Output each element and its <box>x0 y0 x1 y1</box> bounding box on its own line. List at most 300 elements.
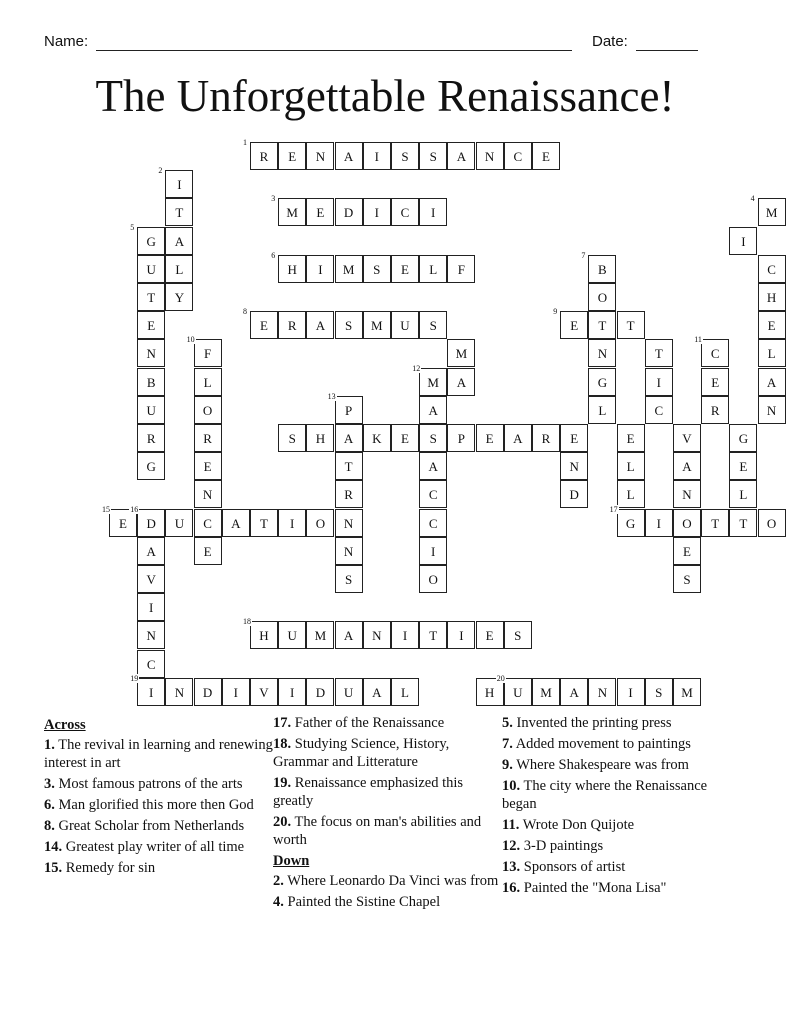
name-label: Name: <box>44 33 89 50</box>
clue-number-label: 2. <box>273 873 284 889</box>
cell-letter: U <box>513 684 523 700</box>
grid-cell[interactable] <box>673 537 701 565</box>
cell-letter: C <box>513 149 523 164</box>
cell-letter: U <box>146 261 156 277</box>
cell-letter: M <box>765 205 778 221</box>
cell-letter: E <box>767 318 776 334</box>
cell-letter: A <box>231 515 241 531</box>
grid-cell[interactable] <box>278 424 306 452</box>
grid-cell[interactable] <box>758 283 786 311</box>
grid-cell[interactable] <box>327 391 363 424</box>
grid-cell[interactable] <box>581 250 616 283</box>
cell-letter: H <box>766 290 777 305</box>
cell-letter: T <box>739 515 748 531</box>
grid-cell[interactable] <box>391 678 419 706</box>
grid-cell[interactable] <box>335 537 363 565</box>
grid-cell[interactable] <box>137 650 165 678</box>
cell-letter: O <box>682 515 692 531</box>
clue-item <box>502 837 732 855</box>
clue-text: Added movement to paintings <box>512 736 691 752</box>
grid-cell[interactable] <box>137 452 165 480</box>
grid-cell[interactable] <box>271 194 306 226</box>
grid-cell[interactable] <box>391 198 419 226</box>
cell-letter: A <box>428 402 438 418</box>
grid-cell[interactable] <box>419 452 447 480</box>
cell-letter: M <box>540 684 552 700</box>
grid-cell[interactable] <box>476 621 504 649</box>
grid-cell[interactable] <box>729 480 757 508</box>
clue-text: Invented the printing press <box>512 715 672 731</box>
cell-letter: E <box>542 149 550 164</box>
grid-cell[interactable] <box>335 678 363 706</box>
grid-cell[interactable] <box>306 621 334 649</box>
grid-cell[interactable] <box>673 565 701 593</box>
grid-cell[interactable] <box>137 565 165 593</box>
grid-cell[interactable] <box>419 311 447 339</box>
grid-cell[interactable] <box>363 142 391 170</box>
clue-number: 17 <box>609 504 618 514</box>
grid-cell[interactable] <box>194 537 222 565</box>
grid-cell[interactable] <box>137 311 165 339</box>
cell-letter: G <box>738 431 749 446</box>
cell-letter: N <box>343 515 354 531</box>
grid-cell[interactable] <box>729 452 757 480</box>
grid-cell[interactable] <box>553 307 588 339</box>
grid-cell[interactable] <box>412 363 447 396</box>
cell-letter: S <box>683 572 691 587</box>
clue-number-label: 19. <box>273 775 292 791</box>
clue-text: Painted the "Mona Lisa" <box>520 880 667 896</box>
grid-cell[interactable] <box>363 678 391 706</box>
clue-number: 6 <box>271 250 276 260</box>
grid-cell[interactable] <box>278 509 306 537</box>
grid-cell[interactable] <box>701 368 729 396</box>
grid-cell[interactable] <box>617 311 645 339</box>
cell-letter: F <box>457 261 465 277</box>
cell-letter: K <box>372 431 382 446</box>
cell-letter: T <box>598 318 607 334</box>
grid-cell[interactable] <box>278 678 306 706</box>
cell-letter: A <box>174 233 185 249</box>
grid-cell[interactable] <box>447 368 475 396</box>
cell-letter: S <box>655 684 663 700</box>
cell-letter: E <box>316 205 325 221</box>
grid-cell[interactable] <box>645 368 673 396</box>
clue-number: 1 <box>243 138 247 147</box>
grid-cell[interactable] <box>137 339 165 367</box>
grid-cell[interactable] <box>504 621 532 649</box>
date-label: Date: <box>592 33 628 50</box>
cell-letter: I <box>628 684 633 700</box>
grid-cell[interactable] <box>758 311 786 339</box>
cell-letter: H <box>259 628 269 644</box>
grid-cell[interactable] <box>243 307 278 339</box>
clue-item <box>502 756 732 774</box>
grid-cell[interactable] <box>419 424 447 452</box>
grid-cell[interactable] <box>447 621 475 649</box>
grid-cell[interactable] <box>194 678 222 706</box>
cell-letter: T <box>147 290 156 305</box>
grid-cell[interactable] <box>447 339 475 367</box>
grid-cell[interactable] <box>335 255 363 283</box>
grid-cell[interactable] <box>243 138 278 170</box>
grid-cell[interactable] <box>137 396 165 424</box>
grid-cell[interactable] <box>701 509 729 537</box>
clue-number: 5 <box>130 222 135 232</box>
cell-letter: O <box>315 515 326 531</box>
cell-letter: E <box>626 431 635 446</box>
cell-letter: H <box>484 684 495 700</box>
cell-letter: R <box>203 431 212 446</box>
cell-letter: I <box>431 543 436 559</box>
clue-number-label: 12. <box>502 838 521 854</box>
grid-cell[interactable] <box>130 222 165 255</box>
cell-letter: E <box>739 459 748 475</box>
grid-cell[interactable] <box>250 678 278 706</box>
grid-cell[interactable] <box>335 509 363 537</box>
grid-cell[interactable] <box>391 311 419 339</box>
grid-cell[interactable] <box>617 678 645 706</box>
grid-cell[interactable] <box>363 424 391 452</box>
cell-letter: M <box>314 628 327 644</box>
clue-item <box>273 872 503 890</box>
clue-text: Great Scholar from Netherlands <box>54 818 245 834</box>
grid-cell[interactable] <box>419 537 447 565</box>
clue-item <box>44 775 274 793</box>
clue-number-label: 3. <box>44 776 55 792</box>
clue-number-label: 20. <box>273 814 292 830</box>
grid-cell[interactable] <box>645 396 673 424</box>
grid-cell[interactable] <box>701 396 729 424</box>
clue-item <box>502 858 732 876</box>
grid-cell[interactable] <box>137 621 165 649</box>
cell-letter: V <box>259 684 269 700</box>
grid-cell[interactable] <box>504 142 532 170</box>
grid-cell[interactable] <box>137 537 165 565</box>
grid-cell[interactable] <box>165 678 193 706</box>
cell-letter: I <box>318 261 323 277</box>
grid-cell[interactable] <box>391 424 419 452</box>
grid-cell[interactable] <box>194 480 222 508</box>
grid-cell[interactable] <box>137 424 165 452</box>
grid-cell[interactable] <box>306 678 334 706</box>
clue-number: 13 <box>327 391 336 401</box>
grid-cell[interactable] <box>130 504 165 537</box>
grid-cell[interactable] <box>335 621 363 649</box>
cell-letter: I <box>459 628 464 644</box>
cell-letter: V <box>146 572 156 587</box>
grid-cell[interactable] <box>617 452 645 480</box>
clue-item <box>273 774 503 810</box>
grid-cell[interactable] <box>391 142 419 170</box>
clue-text: Most famous patrons of the arts <box>54 776 243 792</box>
grid-cell[interactable] <box>306 509 334 537</box>
grid-cell[interactable] <box>194 396 222 424</box>
grid-cell[interactable] <box>419 396 447 424</box>
cell-letter: A <box>513 431 523 446</box>
grid-cell[interactable] <box>729 227 757 255</box>
clue-number-label: 11. <box>502 817 520 833</box>
grid-cell[interactable] <box>306 255 334 283</box>
cell-letter: G <box>625 515 636 531</box>
clue-item <box>502 735 732 753</box>
clue-number: 8 <box>243 307 247 317</box>
clue-item <box>502 777 732 813</box>
grid-cell[interactable] <box>165 198 193 226</box>
grid-cell[interactable] <box>588 311 616 339</box>
grid-cell[interactable] <box>476 424 504 452</box>
grid-cell[interactable] <box>645 509 673 537</box>
clue-text: Father of the Renaissance <box>291 715 445 731</box>
grid-cell[interactable] <box>165 227 193 255</box>
grid-cell[interactable] <box>165 255 193 283</box>
grid-cell[interactable] <box>363 198 391 226</box>
cell-letter: N <box>146 346 156 362</box>
grid-cell[interactable] <box>363 621 391 649</box>
grid-cell[interactable] <box>222 678 250 706</box>
cell-letter: S <box>373 261 381 277</box>
cell-letter: N <box>315 149 326 164</box>
grid-cell[interactable] <box>335 311 363 339</box>
cell-letter: N <box>597 346 608 362</box>
clue-item <box>273 714 503 732</box>
cell-letter: S <box>344 318 353 334</box>
grid-cell[interactable] <box>335 198 363 226</box>
cell-letter: I <box>233 684 238 700</box>
clue-number-label: 8. <box>44 818 55 834</box>
grid-cell[interactable] <box>645 678 673 706</box>
cell-letter: I <box>374 205 379 221</box>
cell-letter: B <box>598 261 607 277</box>
cell-letter: T <box>175 205 184 221</box>
grid-cell[interactable] <box>758 396 786 424</box>
down-heading: Down <box>273 853 310 869</box>
grid-cell[interactable] <box>335 565 363 593</box>
grid-cell[interactable] <box>447 255 475 283</box>
grid-cell[interactable] <box>588 339 616 367</box>
clue-number: 2 <box>158 166 163 176</box>
cell-letter: N <box>372 628 382 644</box>
clues-column-3 <box>502 714 732 900</box>
cell-letter: I <box>656 374 661 390</box>
grid-cell[interactable] <box>137 593 165 621</box>
grid-cell[interactable] <box>560 480 588 508</box>
cell-letter: R <box>541 431 551 446</box>
cell-letter: O <box>202 402 213 418</box>
grid-cell[interactable] <box>194 509 222 537</box>
grid-cell[interactable] <box>335 452 363 480</box>
grid-cell[interactable] <box>306 198 334 226</box>
cell-letter: A <box>315 318 326 334</box>
grid-cell[interactable] <box>335 480 363 508</box>
grid-cell[interactable] <box>758 368 786 396</box>
grid-cell[interactable] <box>419 142 447 170</box>
grid-cell[interactable] <box>560 424 588 452</box>
grid-cell[interactable] <box>588 368 616 396</box>
grid-cell[interactable] <box>306 142 334 170</box>
grid-cell[interactable] <box>758 255 786 283</box>
grid-cell[interactable] <box>137 283 165 311</box>
grid-cell[interactable] <box>278 142 306 170</box>
grid-cell[interactable] <box>278 621 306 649</box>
cell-letter: E <box>260 318 268 334</box>
grid-cell[interactable] <box>758 339 786 367</box>
grid-cell[interactable] <box>419 621 447 649</box>
grid-cell[interactable] <box>532 424 560 452</box>
grid-cell[interactable] <box>673 480 701 508</box>
cell-letter: C <box>710 346 720 362</box>
clue-number-label: 10. <box>502 778 521 794</box>
cell-letter: E <box>147 318 156 334</box>
clue-number-label: 1. <box>44 737 55 753</box>
grid-cell[interactable] <box>750 194 786 226</box>
cell-letter: M <box>342 261 355 277</box>
clue-item <box>273 735 503 771</box>
clue-item <box>44 838 274 856</box>
grid-cell[interactable] <box>673 452 701 480</box>
grid-cell[interactable] <box>165 509 193 537</box>
clue-text: The focus on man's abilities and worth <box>273 814 482 848</box>
clue-number: 3 <box>271 194 276 204</box>
grid-cell[interactable] <box>335 424 363 452</box>
grid-cell[interactable] <box>645 339 673 367</box>
cell-letter: C <box>428 515 438 531</box>
cell-letter: I <box>656 515 661 531</box>
grid-cell[interactable] <box>165 283 193 311</box>
clue-number: 15 <box>102 504 110 514</box>
grid-cell[interactable] <box>137 368 165 396</box>
grid-cell[interactable] <box>673 424 701 452</box>
clue-item <box>44 796 274 814</box>
grid-cell[interactable] <box>504 424 532 452</box>
grid-cell[interactable] <box>617 480 645 508</box>
cell-letter: G <box>597 374 608 390</box>
grid-cell[interactable] <box>588 283 616 311</box>
grid-cell[interactable] <box>194 368 222 396</box>
grid-cell[interactable] <box>363 255 391 283</box>
grid-cell[interactable] <box>532 678 560 706</box>
cell-letter: D <box>146 515 156 531</box>
cell-letter: B <box>146 374 156 390</box>
clue-text: Greatest play writer of all time <box>62 839 245 855</box>
grid-cell[interactable] <box>560 678 588 706</box>
grid-cell[interactable] <box>588 396 616 424</box>
grid-cell[interactable] <box>447 142 475 170</box>
clue-list-across-2 <box>273 714 503 849</box>
cell-letter: V <box>682 431 692 446</box>
clue-number: 12 <box>412 363 421 373</box>
cell-letter: E <box>683 543 691 559</box>
grid-cell[interactable] <box>673 678 701 706</box>
grid-cell[interactable] <box>194 424 222 452</box>
grid-cell[interactable] <box>391 621 419 649</box>
cell-letter: L <box>767 346 776 362</box>
grid-cell[interactable] <box>476 142 504 170</box>
grid-cell[interactable] <box>532 142 560 170</box>
grid-cell[interactable] <box>194 452 222 480</box>
clue-text: Sponsors of artist <box>520 859 626 875</box>
grid-cell[interactable] <box>419 198 447 226</box>
grid-cell[interactable] <box>447 424 475 452</box>
cell-letter: E <box>570 318 579 334</box>
cell-letter: D <box>315 684 326 700</box>
cell-letter: L <box>626 487 635 503</box>
grid-cell[interactable] <box>694 335 729 367</box>
grid-cell[interactable] <box>186 335 222 367</box>
grid-cell[interactable] <box>250 509 278 537</box>
cell-letter: I <box>177 177 182 193</box>
cell-letter: C <box>654 402 664 418</box>
grid-cell[interactable] <box>496 673 532 706</box>
cell-letter: A <box>569 684 579 700</box>
grid-cell[interactable] <box>419 480 447 508</box>
grid-cell[interactable] <box>306 311 334 339</box>
grid-cell[interactable] <box>391 255 419 283</box>
cell-letter: E <box>203 459 212 475</box>
cell-letter: G <box>146 459 156 475</box>
grid-cell[interactable] <box>335 142 363 170</box>
cell-letter: U <box>174 515 185 531</box>
grid-cell[interactable] <box>137 255 165 283</box>
clue-list-across-1 <box>44 736 274 877</box>
clue-text: Man glorified this more then God <box>54 797 254 813</box>
grid-cell[interactable] <box>560 452 588 480</box>
grid-cell[interactable] <box>158 166 193 198</box>
clue-text: Remedy for sin <box>62 860 156 876</box>
grid-cell[interactable] <box>588 678 616 706</box>
cell-letter: E <box>711 374 720 390</box>
grid-cell[interactable] <box>729 509 757 537</box>
cell-letter: A <box>343 628 354 644</box>
grid-cell[interactable] <box>729 424 757 452</box>
cell-letter: N <box>682 487 692 503</box>
grid-cell[interactable] <box>673 509 701 537</box>
clue-item <box>44 736 274 772</box>
grid-cell[interactable] <box>243 617 278 649</box>
cell-letter: R <box>259 149 269 164</box>
grid-cell[interactable] <box>306 424 334 452</box>
clue-number: 10 <box>186 335 195 345</box>
cell-letter: D <box>569 487 579 503</box>
cell-letter: E <box>119 515 127 531</box>
grid-cell[interactable] <box>271 250 306 283</box>
cell-letter: S <box>514 628 522 644</box>
grid-cell[interactable] <box>130 673 165 706</box>
clue-number: 19 <box>130 673 139 683</box>
cell-letter: M <box>455 346 468 362</box>
cell-letter: L <box>598 402 607 418</box>
cell-letter: H <box>287 261 297 277</box>
clue-text: Studying Science, History, Grammar and Litterature <box>273 736 450 770</box>
grid-cell[interactable] <box>278 311 306 339</box>
grid-cell[interactable] <box>419 565 447 593</box>
clue-text: Renaissance emphasized this greatly <box>273 775 464 809</box>
clue-item <box>44 817 274 835</box>
cell-letter: R <box>344 487 353 503</box>
clue-item <box>44 859 274 877</box>
grid-cell[interactable] <box>419 255 447 283</box>
grid-cell[interactable] <box>758 509 786 537</box>
clue-text: Painted the Sistine Chapel <box>283 894 441 910</box>
grid-cell[interactable] <box>222 509 250 537</box>
grid-cell[interactable] <box>617 424 645 452</box>
cell-letter: I <box>741 233 746 249</box>
grid-cell[interactable] <box>363 311 391 339</box>
grid-cell[interactable] <box>419 509 447 537</box>
cell-letter: R <box>287 318 297 334</box>
grid-cell[interactable] <box>609 504 645 537</box>
cell-letter: P <box>457 431 465 446</box>
